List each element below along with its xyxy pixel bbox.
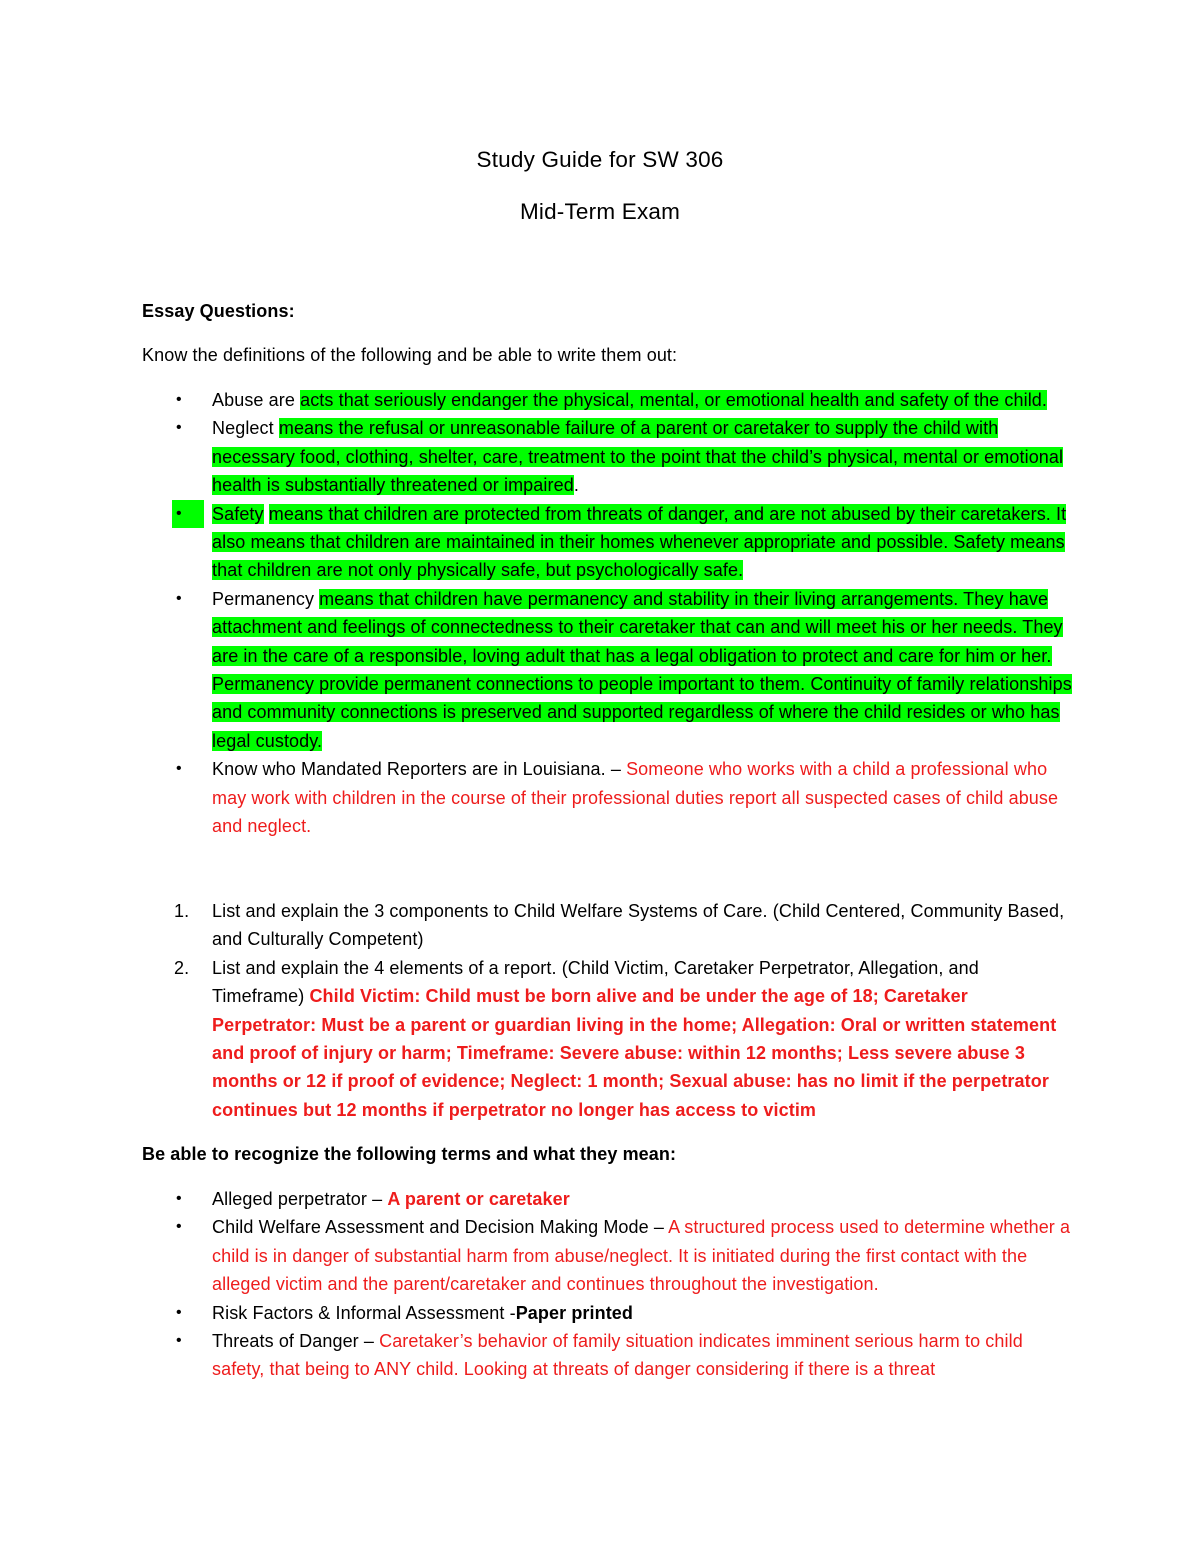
definition-neglect: means the refusal or unreasonable failure of a parent or caretaker to supply the child with necessary food, clothing, shelter, care, treatment to the point that the child’s physical, mental or emotional health is substantially threatened or impaired xyxy=(212,418,1064,496)
document-subtitle: Mid-Term Exam xyxy=(519,199,681,224)
list-item-mandated-reporters xyxy=(142,755,1072,840)
list-item-risk-factors xyxy=(142,1299,1072,1327)
term-permanency: Permanency xyxy=(212,588,315,609)
list-item-alleged-perpetrator xyxy=(142,1185,1072,1213)
bullet-icon: • xyxy=(176,1303,182,1321)
list-item-assessment-mode xyxy=(142,1213,1072,1298)
list-item-threats-of-danger xyxy=(142,1327,1072,1384)
bullet-icon: • xyxy=(176,1218,182,1236)
terms-list xyxy=(142,1185,1072,1384)
definition-neglect-tail: . xyxy=(573,475,579,496)
mandated-question: Know who Mandated Reporters are in Louisiana. – xyxy=(212,759,621,780)
numbered-item-2 xyxy=(142,954,1072,1124)
definition-permanency: means that children have permanency and stability in their living arrangements. They have attachment and feelings of connectedness to their caretaker that can and will meet his or her needs. They are in the care of a responsible, loving adult that has a legal obligation to protect and care for him or her. Permanency provide permanent connections to people important to them. Continuity of family relationships and community connections is preserved and supported regardless of where the child resides or who has legal custody. xyxy=(212,588,1072,751)
term-abuse: Abuse are xyxy=(212,390,295,410)
item-number: 1. xyxy=(174,901,190,921)
answer-alleged-perpetrator: A parent or caretaker xyxy=(387,1189,570,1209)
term-neglect: Neglect xyxy=(212,418,274,439)
mandated-answer: Someone who works with a child a professional who may work with children in the course of their professional duties report all suspected cases of child abuse and neglect. xyxy=(212,759,1059,837)
essay-heading: Essay Questions: xyxy=(142,301,295,321)
bullet-icon: • xyxy=(176,760,182,778)
bullet-icon: • xyxy=(172,500,204,528)
list-item-permanency xyxy=(142,585,1072,755)
term-alleged-perpetrator: Alleged perpetrator – xyxy=(212,1189,383,1209)
answer-risk-factors: Paper printed xyxy=(515,1302,634,1323)
list-item-safety xyxy=(142,500,1072,585)
bullet-icon: • xyxy=(176,589,182,607)
answer-threats-of-danger: Caretaker’s behavior of family situation indicates imminent serious harm to child safety, that being to ANY child. Looking at threats of danger considering if there is a threat xyxy=(212,1331,1023,1380)
bullet-icon: • xyxy=(176,1190,182,1207)
answer-assessment-mode: A structured process used to determine whether a child is in danger of substantial harm from abuse/neglect. It is initiated during the first contact with the alleged victim and the parent/caretaker and continues throughout the investigation. xyxy=(212,1217,1071,1295)
bullet-icon: • xyxy=(176,391,182,408)
numbered-item-1 xyxy=(142,897,1072,954)
numbered-list xyxy=(142,897,1072,1124)
term-risk-factors: Risk Factors & Informal Assessment - xyxy=(212,1302,516,1323)
essay-intro: Know the definitions of the following and be able to write them out: xyxy=(142,345,678,365)
numbered-answer-2: Child Victim: Child must be born alive and be under the age of 18; Caretaker Perpetrator: Must be a parent or guardian living in the home; Allegation: Oral or written statement and proof of injury or harm; Timeframe: Severe abuse: within 12 months; Less severe abuse 3 months or 12 if proof of evidence; Neglect: 1 month; Sexual abuse: has no limit if the perpetrator continues but 12 months if perpetrator no longer has access to victim xyxy=(212,986,1057,1120)
definition-safety: means that children are protected from threats of danger, and are not abused by their caretakers. It also means that children are maintained in their homes whenever appropriate and possible. Safety means that children are not only physically safe, but psychologically safe. xyxy=(212,503,1067,581)
list-item-abuse xyxy=(142,386,1072,414)
list-item-neglect xyxy=(142,414,1072,499)
item-number: 2. xyxy=(174,957,190,978)
definition-abuse: acts that seriously endanger the physical, mental, or emotional health and safety of the child. xyxy=(300,390,1048,410)
terms-heading: Be able to recognize the following terms and what they mean: xyxy=(142,1144,677,1164)
term-threats-of-danger: Threats of Danger – xyxy=(212,1331,374,1352)
definitions-list xyxy=(142,386,1072,841)
term-assessment-mode: Child Welfare Assessment and Decision Making Mode – xyxy=(212,1217,664,1238)
numbered-text-1: List and explain the 3 components to Child Welfare Systems of Care. (Child Centered, Community Based, and Culturally Competent) xyxy=(212,901,1065,950)
document-title: Study Guide for SW 306 xyxy=(476,147,724,172)
numbered-text-2: List and explain the 4 elements of a report. (Child Victim, Caretaker Perpetrator, Allegation, and Timeframe) xyxy=(212,957,979,1007)
term-safety: Safety xyxy=(212,503,264,524)
bullet-icon: • xyxy=(176,1332,182,1350)
bullet-icon: • xyxy=(176,419,182,437)
